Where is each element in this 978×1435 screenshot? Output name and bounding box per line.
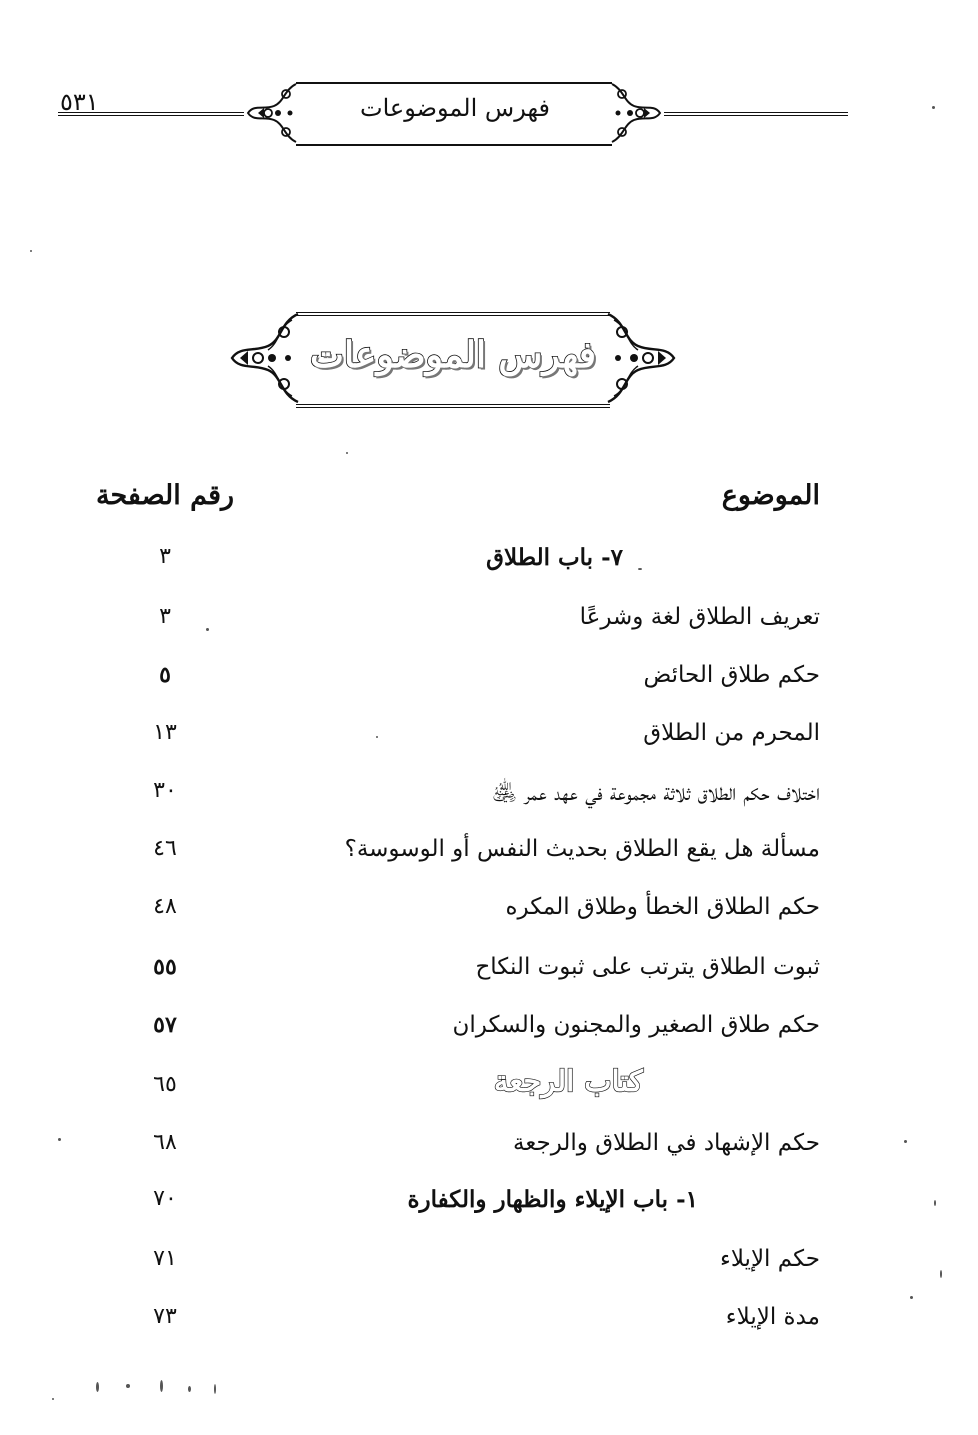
scan-speck bbox=[214, 1384, 216, 1394]
toc-page-number: ١٣ bbox=[153, 720, 177, 745]
toc-entry-title: تعريف الطلاق لغة وشرعًا bbox=[579, 604, 820, 630]
toc-entry-title: مدة الإيلاء bbox=[725, 1304, 820, 1330]
scan-speck bbox=[126, 1384, 130, 1388]
scan-speck bbox=[160, 1380, 163, 1392]
toc-row bbox=[0, 1246, 978, 1290]
scan-speck bbox=[940, 1270, 942, 1278]
toc-page-number: ٣ bbox=[159, 604, 171, 629]
scan-speck bbox=[910, 1296, 913, 1299]
toc-row bbox=[0, 1304, 978, 1348]
toc-chapter-title: ١- باب الإيلاء والظهار والكفارة bbox=[407, 1186, 698, 1213]
toc-page-number: ٥٧ bbox=[153, 1012, 177, 1038]
toc-book-title: كتاب الرجعة bbox=[493, 1064, 643, 1098]
toc-entry-title: حكم الإيلاء bbox=[720, 1246, 820, 1272]
toc-page-number: ٧١ bbox=[153, 1246, 177, 1271]
toc-page-number: ٥٥ bbox=[153, 954, 177, 980]
toc-entry-title: اختلاف حكم الطلاق ثلاثة مجموعة في عهد عمر ﵁ bbox=[491, 780, 820, 806]
scan-speck bbox=[904, 1140, 907, 1143]
toc-entry-title: ثبوت الطلاق يترتب على ثبوت النكاح bbox=[475, 954, 820, 980]
toc-row bbox=[0, 1012, 978, 1056]
toc-row-chapter-talaq bbox=[0, 544, 978, 588]
scan-speck bbox=[58, 1138, 61, 1141]
toc-page-number: ٣٠ bbox=[153, 778, 177, 803]
toc-page-number: ٤٨ bbox=[153, 894, 177, 919]
toc-page-number: ٣ bbox=[159, 544, 171, 569]
toc-page-number: ٧٣ bbox=[153, 1304, 177, 1329]
page-number: ٥٣١ bbox=[60, 88, 99, 116]
toc-entry-title: المحرم من الطلاق bbox=[643, 720, 820, 746]
scan-speck bbox=[96, 1382, 99, 1392]
toc-page-number: ٧٠ bbox=[153, 1186, 177, 1211]
toc-row bbox=[0, 778, 978, 822]
scan-speck bbox=[206, 628, 209, 631]
toc-row bbox=[0, 604, 978, 648]
scan-speck bbox=[638, 568, 642, 570]
column-header-topic: الموضوع bbox=[721, 480, 820, 511]
toc-page-number: ٥ bbox=[159, 662, 171, 688]
toc-row bbox=[0, 662, 978, 706]
main-title: فهرس الموضوعات bbox=[309, 334, 597, 376]
toc-entry-title: حكم طلاق الصغير والمجنون والسكران bbox=[452, 1012, 820, 1038]
toc-row bbox=[0, 894, 978, 938]
toc-row bbox=[0, 954, 978, 998]
toc-row-chapter-ilaa bbox=[0, 1186, 978, 1230]
scan-speck bbox=[932, 106, 935, 109]
toc-row-book-rajaa bbox=[0, 1064, 978, 1116]
toc-entry-title: مسألة هل يقع الطلاق بحديث النفس أو الوسوسة؟ bbox=[344, 836, 820, 862]
toc-row bbox=[0, 720, 978, 764]
toc-page-number: ٤٦ bbox=[153, 836, 177, 861]
scan-speck bbox=[52, 1398, 54, 1400]
toc-row bbox=[0, 1130, 978, 1174]
toc-entry-title: حكم الإشهاد في الطلاق والرجعة bbox=[513, 1130, 820, 1156]
scan-speck bbox=[376, 736, 378, 738]
scan-speck bbox=[188, 1386, 191, 1392]
toc-entry-title: حكم طلاق الحائض bbox=[643, 662, 820, 688]
column-header-page: رقم الصفحة bbox=[96, 480, 235, 511]
toc-chapter-title: ٧- باب الطلاق bbox=[486, 544, 623, 571]
toc-page-number: ٦٨ bbox=[153, 1130, 177, 1155]
toc-entry-title: حكم الطلاق الخطأ وطلاق المكره bbox=[505, 894, 820, 920]
scan-speck bbox=[346, 452, 348, 454]
scan-speck bbox=[934, 1200, 936, 1206]
scan-speck bbox=[30, 250, 32, 252]
toc-page-number: ٦٥ bbox=[153, 1072, 177, 1097]
running-title: فهرس الموضوعات bbox=[360, 94, 550, 122]
toc-row bbox=[0, 836, 978, 880]
